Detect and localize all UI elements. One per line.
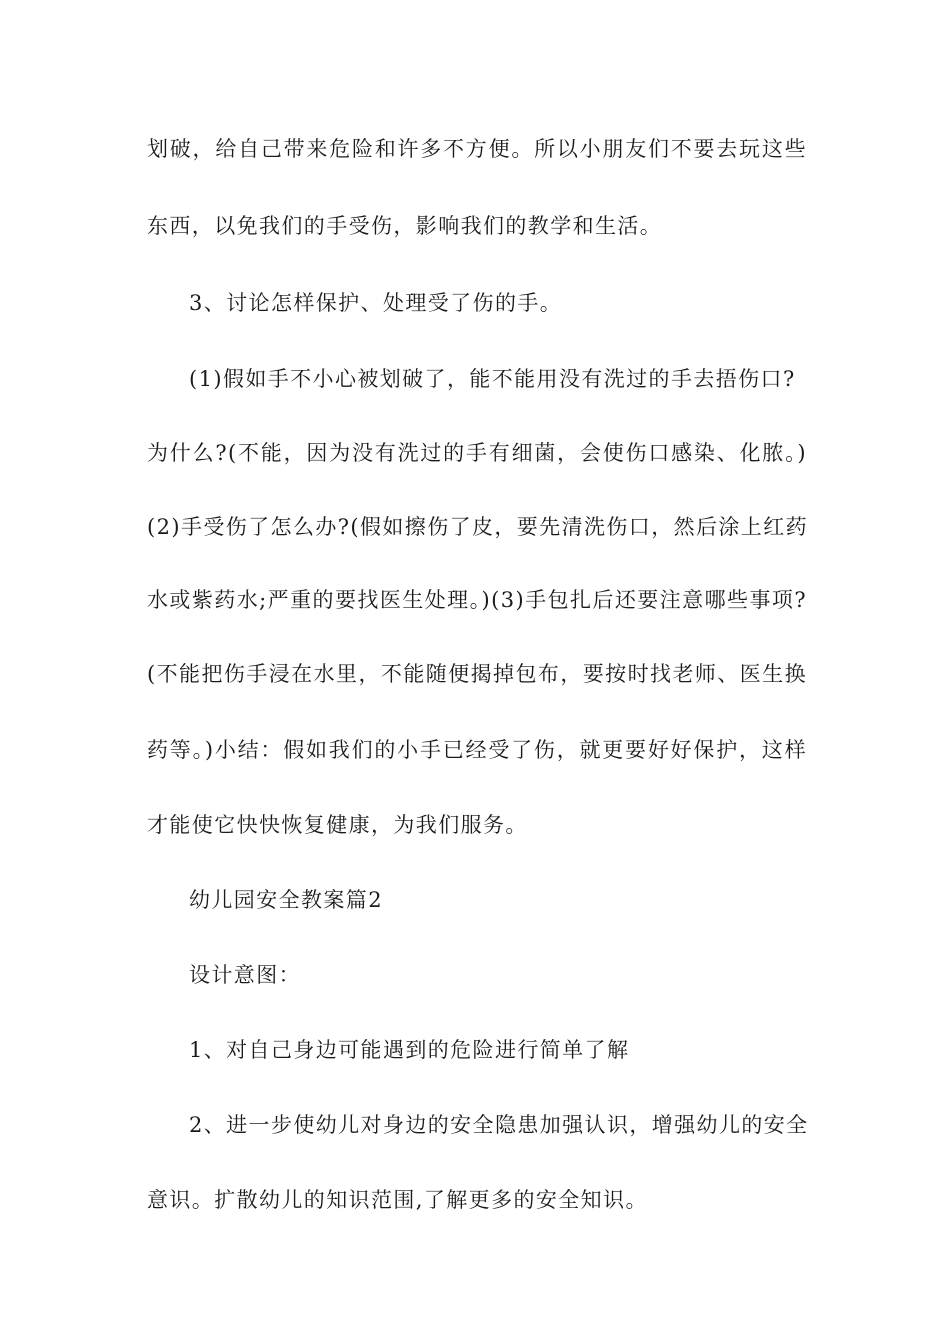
paragraph-line: (不能把伤手浸在水里，不能随便揭掉包布，要按时找老师、医生换 [147,662,807,686]
list-item: 2、进一步使幼儿对身边的安全隐患加强认识，增强幼儿的安全 [189,1113,809,1137]
paragraph-line: 为什么?(不能，因为没有洗过的手有细菌，会使伤口感染、化脓。) [147,441,807,465]
paragraph-line: (1)假如手不小心被划破了，能不能用没有洗过的手去捂伤口? [189,367,796,391]
list-item: 1、对自己身边可能遇到的危险进行简单了解 [189,1038,630,1062]
paragraph-line: 3、讨论怎样保护、处理受了伤的手。 [189,291,563,315]
subheading: 设计意图： [189,963,301,987]
paragraph-line: 划破，给自己带来危险和许多不方便。所以小朋友们不要去玩这些 [147,137,807,161]
paragraph-line: 才能使它快快恢复健康，为我们服务。 [147,813,528,837]
paragraph-line: 水或紫药水;严重的要找医生处理。)(3)手包扎后还要注意哪些事项? [147,588,807,612]
paragraph-line: 意识。扩散幼儿的知识范围,了解更多的安全知识。 [147,1188,648,1212]
paragraph-line: 东西，以免我们的手受伤，影响我们的教学和生活。 [147,214,663,238]
section-heading: 幼儿园安全教案篇2 [189,888,383,912]
paragraph-line: 药等。)小结：假如我们的小手已经受了伤，就更要好好保护，这样 [147,738,807,762]
paragraph-line: (2)手受伤了怎么办?(假如擦伤了皮，要先清洗伤口，然后涂上红药 [147,515,808,539]
